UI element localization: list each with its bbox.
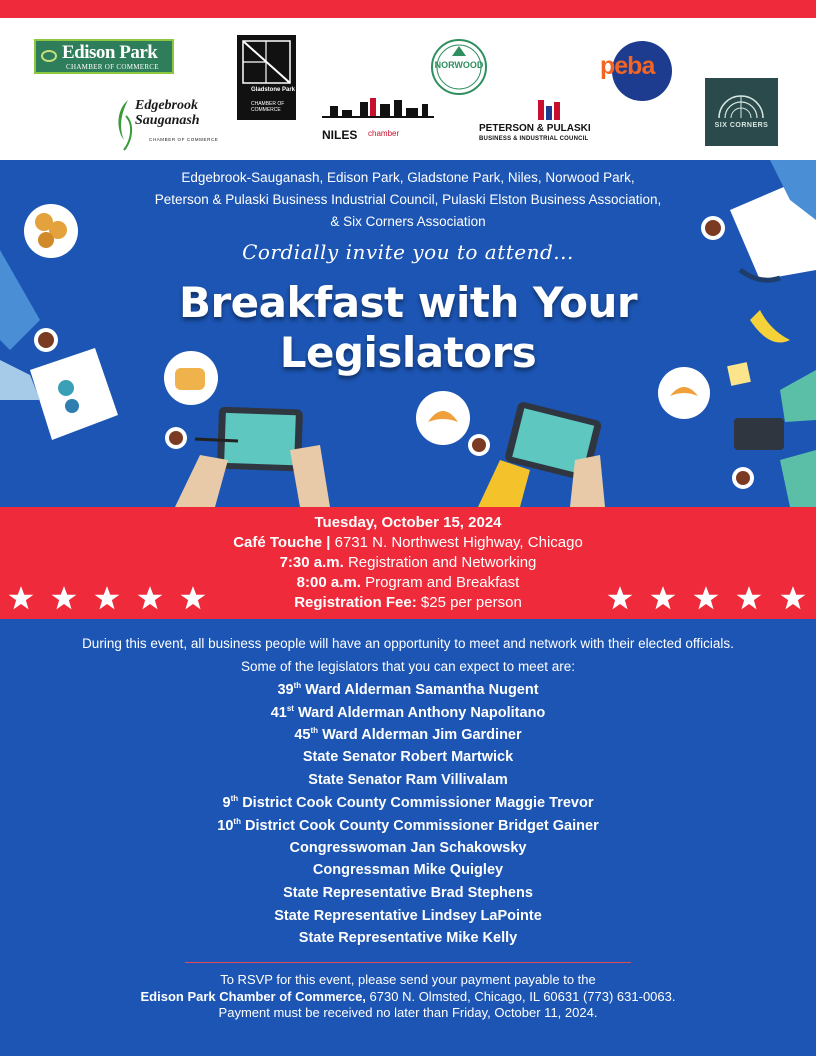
hosts-line-2: Peterson & Pulaski Business Industrial Council, Pulaski Elston Business Association,: [154, 192, 662, 207]
star-icon: [780, 585, 806, 611]
niles-skyline-icon: [322, 98, 434, 128]
hosts-line-3: & Six Corners Association: [330, 214, 486, 229]
pp-logo-title: PETERSON & PULASKI: [479, 123, 591, 134]
event-time-registration: 7:30 a.m. Registration and Networking: [279, 554, 537, 571]
gladstone-logo-sub: CHAMBER OF COMMERCE: [251, 101, 285, 113]
gladstone-park-logo: [237, 35, 296, 120]
sponsor-logo-band: [0, 18, 816, 160]
expect-text: Some of the legislators that you can expect to meet are:: [241, 659, 575, 674]
legislator-item: 10th District Cook County Commissioner Bridget Gainer: [217, 817, 599, 834]
event-title-line-2: Legislators: [279, 328, 537, 377]
invite-text: Cordially invite you to attend...: [242, 240, 574, 264]
event-date: Tuesday, October 15, 2024: [314, 514, 502, 531]
star-icon: [8, 585, 34, 611]
legislator-item: State Representative Lindsey LaPointe: [274, 908, 542, 924]
event-fee: Registration Fee: $25 per person: [294, 594, 522, 611]
legislator-item: 39th Ward Alderman Samantha Nugent: [277, 681, 539, 698]
edison-logo-sub: CHAMBER OF COMMERCE: [66, 63, 159, 71]
edgebrook-logo-title: Edgebrook Sauganash: [135, 98, 200, 128]
legislator-item: Congressman Mike Quigley: [312, 862, 504, 878]
rsvp-line-1: To RSVP for this event, please send your payment payable to the: [220, 972, 596, 987]
norwood-park-logo: [430, 38, 488, 96]
legislator-item: State Senator Ram Villivalam: [308, 772, 508, 788]
legislators-section: [0, 619, 816, 1056]
legislator-item: State Representative Brad Stephens: [283, 885, 533, 901]
legislator-item: 45th Ward Alderman Jim Gardiner: [294, 726, 522, 743]
star-icon: [51, 585, 77, 611]
star-icon: [650, 585, 676, 611]
hosts-line-1: Edgebrook-Sauganash, Edison Park, Gladstone Park, Niles, Norwood Park,: [181, 170, 635, 185]
pp-bars-icon: [474, 98, 620, 124]
edison-logo-title: Edison Park: [62, 42, 158, 63]
star-icon: [94, 585, 120, 611]
six-corners-arch-icon: [705, 78, 778, 122]
legislator-item: 9th District Cook County Commissioner Maggie Trevor: [222, 794, 594, 811]
edgebrook-sauganash-logo: [114, 96, 224, 154]
event-time-program: 8:00 a.m. Program and Breakfast: [296, 574, 520, 591]
event-venue: Café Touche | 6731 N. Northwest Highway, Chicago: [233, 534, 583, 551]
peba-logo-title: peba: [600, 52, 655, 80]
rsvp-line-3: Payment must be received no later than Friday, October 11, 2024.: [218, 1005, 598, 1020]
legislator-item: 41st Ward Alderman Anthony Napolitano: [270, 704, 546, 721]
niles-logo-title: NILES: [322, 128, 358, 142]
gladstone-logo-title: Gladstone Park: [251, 87, 296, 93]
hero-section: [0, 160, 816, 507]
norwood-logo-title: NORWOOD: [434, 60, 484, 70]
star-icon: [137, 585, 163, 611]
top-red-stripe: [0, 0, 816, 18]
intro-text: During this event, all business people will have an opportunity to meet and network with their elected officials.: [82, 636, 734, 651]
legislator-item: State Senator Robert Martwick: [302, 749, 514, 765]
peterson-pulaski-logo: [474, 98, 620, 146]
divider: [185, 962, 631, 963]
event-details-band: [0, 507, 816, 619]
legislator-item: Congresswoman Jan Schakowsky: [289, 840, 527, 856]
edgebrook-logo-sub: CHAMBER OF COMMERCE: [149, 137, 219, 142]
star-icon: [180, 585, 206, 611]
star-icon: [607, 585, 633, 611]
six-corners-logo: [705, 78, 778, 146]
legislator-item: State Representative Mike Kelly: [298, 930, 518, 946]
niles-logo-sub: chamber: [368, 129, 400, 138]
edison-park-logo: [34, 39, 174, 74]
niles-chamber-logo: [322, 98, 434, 148]
star-icon: [693, 585, 719, 611]
leaf-icon: [114, 96, 136, 154]
six-corners-logo-title: SIX CORNERS: [714, 122, 769, 129]
star-icon: [736, 585, 762, 611]
rsvp-line-2: Edison Park Chamber of Commerce, 6730 N. Olmsted, Chicago, IL 60631 (773) 631-0063.: [140, 989, 676, 1004]
event-title-line-1: Breakfast with Your: [178, 278, 638, 327]
peba-logo: [598, 40, 672, 102]
edison-mark-icon: [41, 50, 57, 62]
pp-logo-sub: BUSINESS & INDUSTRIAL COUNCIL: [479, 136, 589, 142]
